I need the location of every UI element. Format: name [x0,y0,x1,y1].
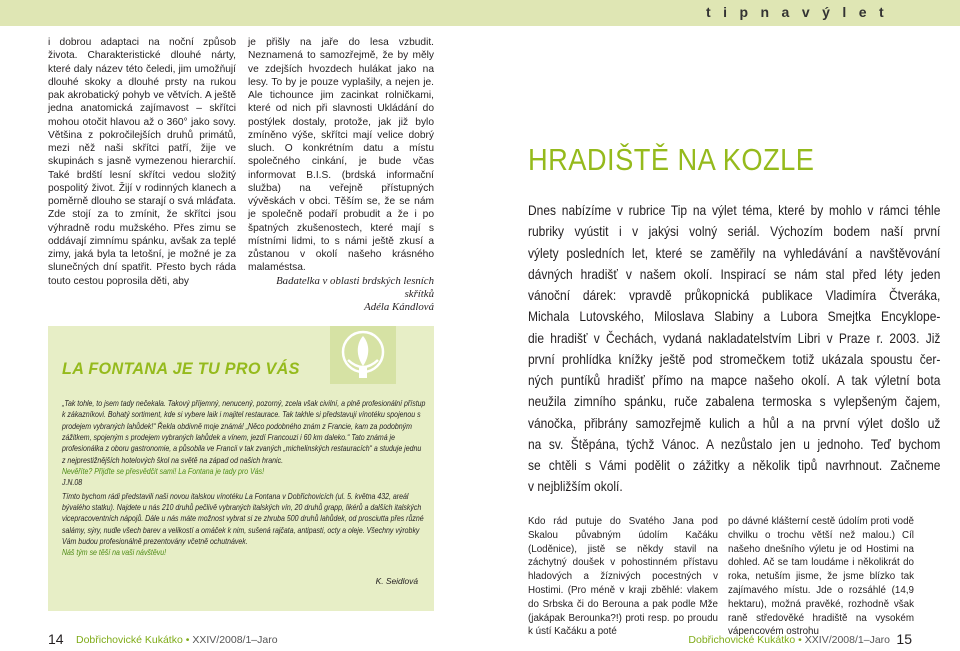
footer-brand: Dobřichovické Kukátko [76,634,183,646]
footer-left [76,634,278,646]
signature-line-2: Adéla Kándlová [364,301,434,313]
fontana-author: K. Seidlová [375,576,418,586]
article-lead [528,200,940,498]
lead-line: rubriky vyústit i v jakýsi volný seriál. Výchozím bodem naší první [528,224,941,240]
page-number-right: 15 [896,631,912,647]
left-column-2 [248,36,434,314]
footer-right [688,634,890,646]
fontana-title: LA FONTANA JE TU PRO VÁS [62,360,300,378]
fontana-emblem-icon [328,326,398,384]
section-title: t i p n a v ý l e t [705,4,888,20]
lead-line: neužila zimního spánku, ruče zabalena termoska s vylepšeným čajem, [528,394,941,410]
article-text: po dávné klášterní cestě údolím proti vodě chvilku o trochu větší než malou.) Cíl našeho dnešního výletu je od Hostimi na dohled. Ač se tam loudáme i několikrát do roka, netuším jisme, že jsme blízko tak zajímavého místu. Jde o rozsáhlé (14,9 hektaru), možná pravěké, rozhodně však raně středověké hradiště na vysokém vápencovém ostrohu [728,516,914,638]
lead-line: dávných hradišť v našem okolí. Inspirací se nám stal před léty jeden [528,266,941,282]
lead-line: Dnes nabízíme v rubrice Tip na výlet téma, které by mohlo v rámci téhle [528,203,941,218]
lead-line: na sv. Štěpána, týchž Vánoc. A nezůstalo jen u jednoho. Teď bychom [528,436,941,452]
section-header-bar [0,0,960,26]
footer-bullet-icon: • [185,634,190,646]
footer-brand: Dobřichovické Kukátko [688,634,796,646]
lead-line: ných puntíků hradišť přímo na mapce našeho okolí. A tak výletní bota [528,373,941,388]
fontana-paragraph: Nevěříte? Přijďte se přesvědčit sami! La Fontana je tady pro Vás! [62,467,265,477]
fontana-paragraph: J.N.08 [62,478,83,488]
article-headline: HRADIŠTĚ NA KOZLE [528,142,815,177]
fontana-text [62,398,426,559]
lead-line: die hradišť v Čechách, vydaná nakladatelstvím Libri v Praze r. 2003. Již [528,330,941,346]
lead-line: vánoční dárek: vpravdě průkopnická publikace Vladimíra Čtveráka, [528,288,941,303]
lead-line: výlety posledních let, které se zaměřily na vyhledávání a navštěvování [528,245,941,261]
lead-line: Michala Lutovského, Miloslava Slabiny a Lubora Smejtka Encyklope- [528,309,941,325]
lead-line: v nejbližším okolí. [528,479,623,495]
left-column-1 [48,36,236,288]
page-number-left: 14 [48,631,64,647]
fontana-paragraph: Náš tým se těší na vaši návštěvu! [62,548,167,558]
right-column-1 [528,515,718,639]
article-text: i dobrou adaptaci na noční způsob života. Charakteristické dlouhé nárty, které daly název této čeledi, jim umožňují dlouhé skoky a dlouhé prsty na rukou pak akrobatický pohyb ve větvích. A ještě jedna anatomická zajímavost – skřítci mohou otočit hlavou až o 360° jako sovy. Většina z pokročilejších druhů primátů, mezi něž naši skřítci patří, žije ve skupinách s jasně vymezenou hierarchií. Také brdští lesní skřítci vedou složitý pospolitý život. Žijí v rodinných klanech a poměrně dlouho se starají o svá mláďata. Zde stojí za to zmínit, že skřítci jsou výhradně rodu mužského. Přes zimu se oddávají zimnímu spánku, avšak za teplé zimy, jaká byla ta letošní, je možné je za slunečných dní spatřit. Přesto bych ráda touto cestou poprosila děti, aby [48,37,236,287]
fontana-paragraph: Tímto bychom rádi představili naši novou italskou vínotéku La Fontana v Dobřichovicích (ul. 5. května 432, areál bývalého statku). Najdete u nás 210 druhů pečlivě vybraných italských vín, 20 druhů grapp, likérů a dalších italských vicepracoventních nápojů. Dále u nás máte možnost vybrat si ze zhruba 500 druhů lahůdek, od prosciutta přes různé salámy, sýry, nudle všech barev a velikostí a omáček k nim, sušená rajčata, antipasti, octy a oleje. Všechny výrobky Vám budou profesionálně prezentovány včetně ochutnávek. [62,491,424,547]
lead-line: první prohlídka knížky ještě pod stromečkem totiž ukázala spoustu čer- [528,351,941,367]
article-text: je přišly na jaře do lesa vzbudit. Neznamená to samozřejmě, že by měly ve zdejších hvozdech hulákat jako na lesy. To by je pouze vyplašily, a nejen je. Ale tichounce jim zacinkat rolničkami, které od nich při slavnosti Ukládání do postýlek dostaly, protože, jak již bylo zmíněno výše, skřítci mají velice dobrý sluch. O konkrétním datu a místu společného cinkání, je bude včas informovat B.I.S. (brdská informační služba) na veřejně přístupných vývěskách v obci. Těším se, že se nám je společně podaří probudit a že i po špatných zkušenostech, které mají s místními lidmi, to s námi ještě zkusí a zůstanou v okolí našeho krásného malaméstsa. [248,37,434,274]
footer-issue: XXIV/2008/1–Jaro [804,634,890,646]
footer-issue: XXIV/2008/1–Jaro [192,634,278,646]
footer-bullet-icon: • [798,634,802,646]
lead-line: se chtěli s Vámi podělit o zážitky a několik tipů navrhnout. Začneme [528,458,941,473]
right-column-2 [728,515,914,639]
la-fontana-ad-box [48,326,434,611]
fontana-paragraph: „Tak tohle, to jsem tady nečekala. Takový příjemný, nenucený, pozorný, zcela však civilní, a plně profesionální přístup k zákazníkovi. Bohatý sortiment, kde si vybere laik i majitel restaurace. Tak takhle si představuji vínotéku spojenou s prodejem vybraných lahůdek!“ Řekla obdivně moje známá! „Něco podobného znám z Francie, kam za podobným zážitkem, spojeným s prodejem vybraných lahůdek a vínem, jezdí Francouzi i 60 km daleko.“ Tato známá je profesionálka z oboru gastronomie, a působila ve Francii v tak zvaných „michelinských restauracích“ a studuje jednu z nejprestižnějších hotelových škol na světě na západ od našich hranic. [62,399,426,465]
signature-line-1: Badatelka v oblasti brdských lesních skřítků [276,274,434,300]
article-text: Kdo rád putuje do Svatého Jana pod Skalou půvabným údolím Kačáku (Loděnice), jistě se někdy stavil na záchytný doušek v pohostinném přístavu hladových a žíznivých pocestných v Hostimi. (Pro méně v kraji zběhlé: vlakem do Srbska či do Berouna a pak podle Mže (jakápak Berounka?!) proti resp. po proudu k ústí Kačáku a poté [528,516,718,638]
lead-line: vánočka, přibrány samozřejmě kulich a hůl a na první výlet došlo už [528,415,941,431]
